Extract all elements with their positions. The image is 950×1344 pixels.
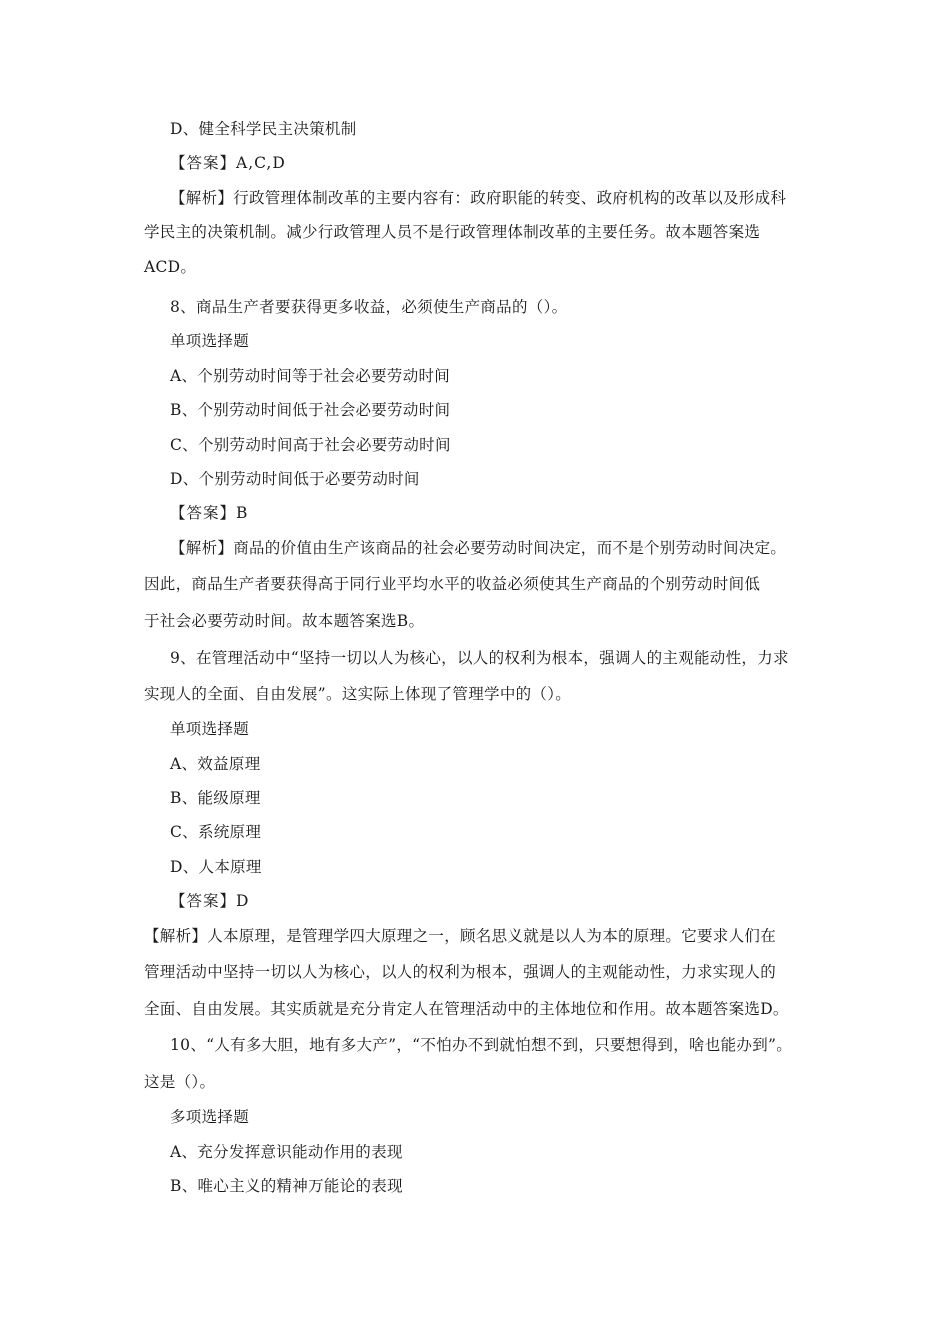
q8-option-d: D、个别劳动时间低于必要劳动时间 <box>170 470 420 488</box>
q9-option-b: B、能级原理 <box>170 789 261 807</box>
q8-answer: 【答案】B <box>170 504 249 522</box>
q9-option-c: C、系统原理 <box>170 823 262 841</box>
q7-analysis-line1: 【解析】行政管理体制改革的主要内容有：政府职能的转变、政府机构的改革以及形成科 <box>170 189 787 207</box>
q9-option-a: A、效益原理 <box>170 755 261 773</box>
q9-analysis-line2: 管理活动中坚持一切以人为核心，以人的权利为根本，强调人的主观能动性，力求实现人的 <box>144 963 777 981</box>
q10-type: 多项选择题 <box>170 1108 250 1126</box>
q9-option-d: D、人本原理 <box>170 858 262 876</box>
q7-option-d: D、健全科学民主决策机制 <box>170 120 357 138</box>
q8-question: 8、商品生产者要获得更多收益，必须使生产商品的（）。 <box>170 298 568 316</box>
q7-analysis-line2: 学民主的决策机制。减少行政管理人员不是行政管理体制改革的主要任务。故本题答案选 <box>144 223 761 241</box>
q9-type: 单项选择题 <box>170 720 250 738</box>
q9-analysis-line1: 【解析】人本原理，是管理学四大原理之一，顾名思义就是以人为本的原理。它要求人们在 <box>144 927 777 945</box>
q7-analysis-line3: ACD。 <box>144 258 197 276</box>
q9-answer: 【答案】D <box>170 892 250 910</box>
q8-analysis-line3: 于社会必要劳动时间。故本题答案选B。 <box>144 612 425 630</box>
q10-question-line2: 这是（）。 <box>144 1073 216 1091</box>
q8-option-a: A、个别劳动时间等于社会必要劳动时间 <box>170 367 451 385</box>
q8-type: 单项选择题 <box>170 332 250 350</box>
q8-option-c: C、个别劳动时间高于社会必要劳动时间 <box>170 436 451 454</box>
q10-question-line1: 10、“人有多大胆，地有多大产”，“不怕办不到就怕想不到，只要想得到，啥也能办到”。 <box>170 1036 793 1054</box>
q8-option-b: B、个别劳动时间低于社会必要劳动时间 <box>170 401 451 419</box>
q10-option-b: B、唯心主义的精神万能论的表现 <box>170 1177 403 1195</box>
q9-question-line1: 9、在管理活动中“坚持一切以人为核心，以人的权利为根本，强调人的主观能动性，力求 <box>170 649 789 667</box>
q9-question-line2: 实现人的全面、自由发展”。这实际上体现了管理学中的（）。 <box>144 685 572 703</box>
q10-option-a: A、充分发挥意识能动作用的表现 <box>170 1143 403 1161</box>
q8-analysis-line1: 【解析】商品的价值由生产该商品的社会必要劳动时间决定，而不是个别劳动时间决定。 <box>170 539 787 557</box>
q9-analysis-line3: 全面、自由发展。其实质就是充分肯定人在管理活动中的主体地位和作用。故本题答案选D。 <box>144 1000 789 1018</box>
q7-answer: 【答案】A,C,D <box>170 154 286 172</box>
q8-analysis-line2: 因此，商品生产者要获得高于同行业平均水平的收益必须使其生产商品的个别劳动时间低 <box>144 575 761 593</box>
